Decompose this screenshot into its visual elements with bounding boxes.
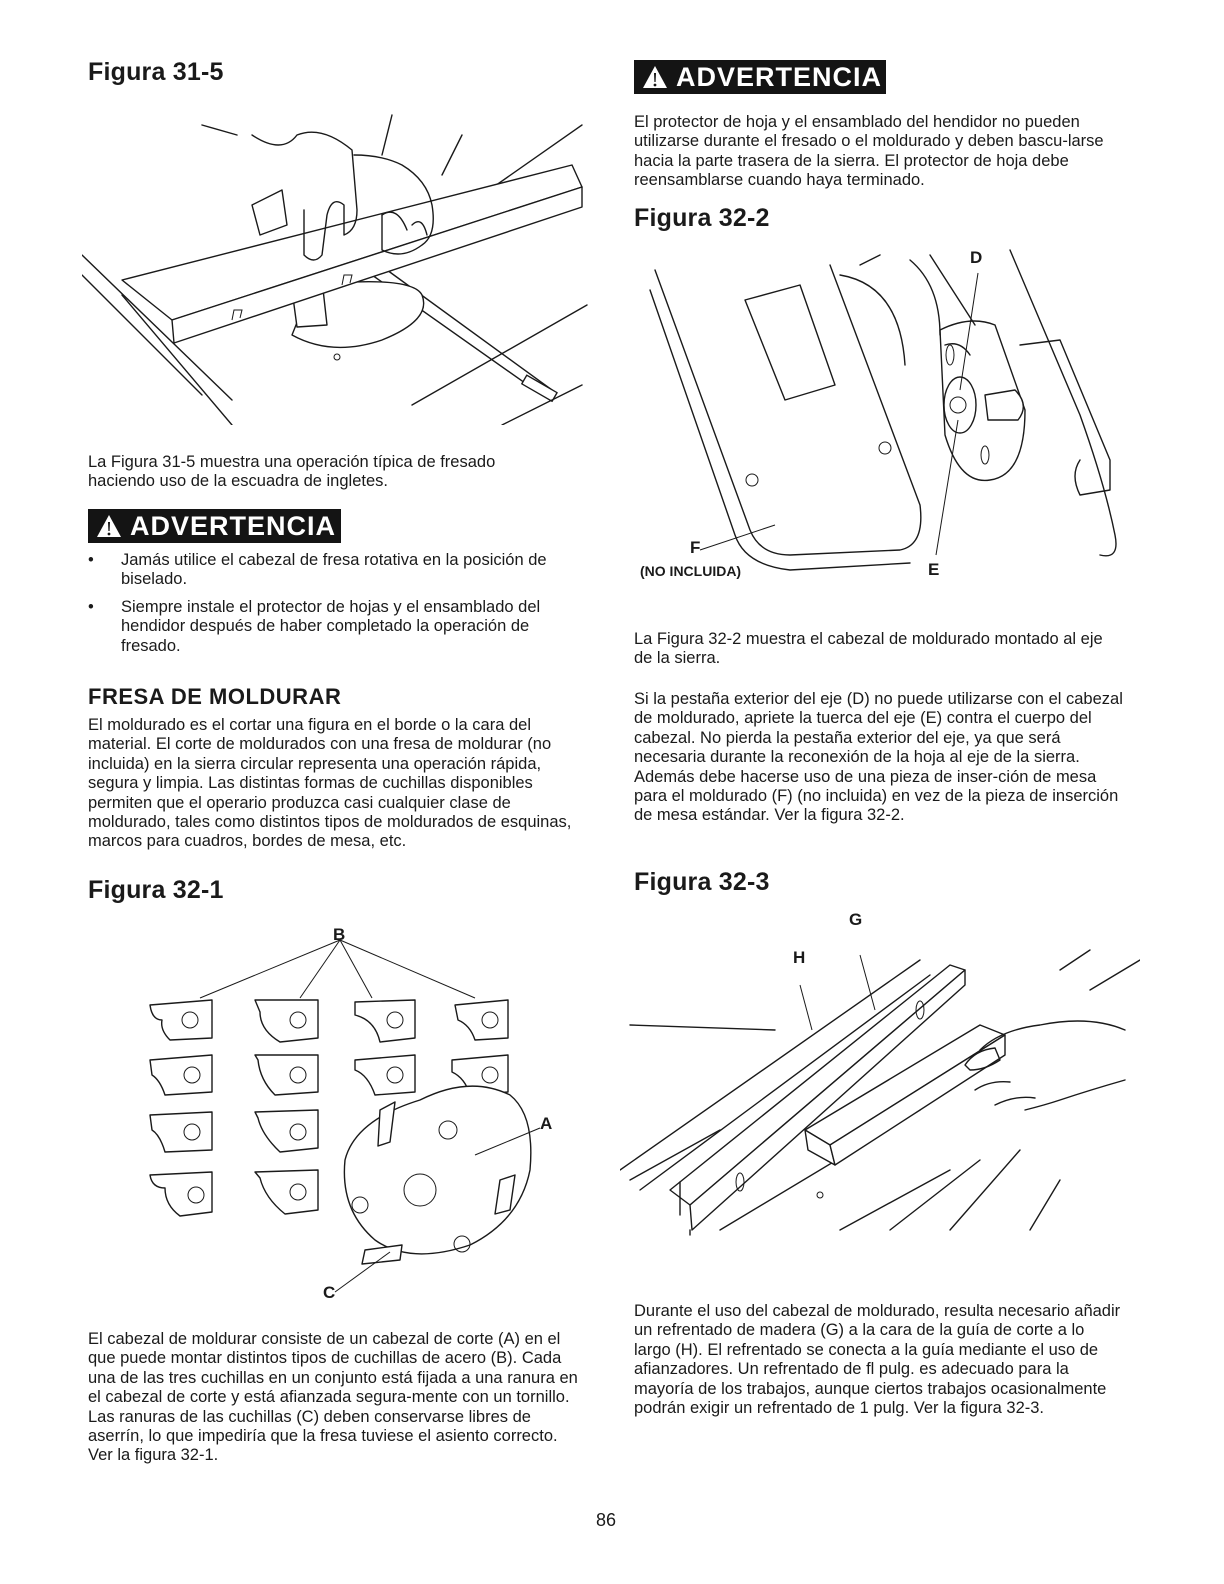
caption-32-3: Durante el uso del cabezal de moldurado, resulta necesario añadir un refrentado de madera (G) a la cara de la guía de corte a lo largo (H). El refrentado se conecta a la guía mediante el uso de afianzadores. Un refrentado de fl pulg. es adecuado para la mayoría de los trabajos, aunque ciertos trabajos ocasionalmente podrán exigir un refrentado de 1 pulg. Ver la figura 32-3.	[634, 1302, 1121, 1418]
warning-bullets-left	[88, 551, 583, 664]
list-item	[88, 551, 583, 590]
warning-triangle-icon	[642, 65, 668, 89]
label-a: A	[540, 1114, 553, 1133]
warning-banner-left	[88, 509, 341, 543]
label-c: C	[323, 1283, 336, 1302]
label-f: F	[690, 538, 701, 557]
label-h: H	[793, 948, 806, 967]
warning-triangle-icon	[96, 514, 122, 538]
label-b: B	[333, 925, 346, 944]
warning-banner-right	[634, 60, 886, 94]
knife-profile	[455, 1000, 508, 1040]
knife-profile	[150, 1112, 212, 1152]
caption-31-5: La Figura 31-5 muestra una operación típica de fresado haciendo uso de la escuadra de ingletes.	[88, 453, 496, 491]
bullet-glyph: •	[88, 551, 94, 569]
caption-32-2a: La Figura 32-2 muestra el cabezal de moldurado montado al eje de la sierra.	[634, 630, 1103, 668]
figure-32-1-title: Figura 32-1	[88, 876, 224, 904]
label-d: D	[970, 248, 983, 267]
knife-profile	[255, 1000, 318, 1042]
warning-text-right: El protector de hoja y el ensamblado del hendidor no pueden utilizarse durante el fresado o el moldurado y deben bascu-larse hacia la parte trasera de la sierra. El protector de hoja debe reensamblarse cuando haya terminado.	[634, 113, 1104, 190]
figure-32-3-title: Figura 32-3	[634, 868, 770, 896]
label-e: E	[928, 560, 940, 579]
warning-label-right: ADVERTENCIA	[676, 61, 883, 92]
knife-profile	[150, 1055, 212, 1095]
caption-32-1: El cabezal de moldurar consiste de un cabezal de corte (A) en el que puede montar distintos tipos de cuchillas de acero (B). Cada una de las tres cuchillas en un conjunto está fijada a una ranura en el cabezal de corte y está afianzada segura-mente con un tornillo. Las ranuras de las cuchillas (C) deben conservarse libres de aserrín, lo que impediría que la fresa tuviese el asiento correcto. Ver la figura 32-1.	[88, 1330, 578, 1465]
cutter-head	[344, 1086, 530, 1264]
knife-profile	[355, 1055, 415, 1095]
section-heading: FRESA DE MOLDURAR	[88, 684, 342, 709]
figure-32-3-illustration	[620, 930, 1140, 1250]
bullet-glyph: •	[88, 597, 94, 616]
warning-bullet-2: Siempre instale el protector de hojas y el ensamblado del hendidor después de haber completado la operación de fresado.	[121, 597, 541, 655]
label-g: G	[849, 910, 863, 929]
knife-profile	[255, 1055, 318, 1095]
knife-profile	[255, 1170, 318, 1214]
figure-32-2-title: Figura 32-2	[634, 204, 770, 232]
figure-31-5-title: Figura 31-5	[88, 58, 224, 86]
list-item	[88, 598, 583, 656]
label-not-included: (NO INCLUIDA)	[640, 563, 742, 579]
knife-profile	[355, 1000, 415, 1042]
page-number: 86	[596, 1510, 617, 1530]
knife-profile	[150, 1172, 212, 1216]
warning-bullet-1: Jamás utilice el cabezal de fresa rotativa en la posición de biselado.	[121, 551, 547, 589]
knife-profile	[255, 1110, 318, 1152]
section-body: El moldurado es el cortar una figura en el borde o la cara del material. El corte de moldurados con una fresa de moldurar (no incluida) en la sierra circular representa una operación rápida, segura y limpia. Las distintas formas de cuchillas disponibles permiten que el operario produzca casi cualquier clase de moldurado, tales como distintos tipos de moldurados de esquinas, marcos para cuadros, bordes de mesa, etc.	[88, 716, 572, 851]
figure-31-5-illustration	[82, 95, 592, 425]
figure-32-2-illustration	[640, 245, 1140, 575]
caption-32-2b: Si la pestaña exterior del eje (D) no puede utilizarse con el cabezal de moldurado, apriete la tuerca del eje (E) contra el cuerpo del cabezal. No pierda la pestaña exterior del eje, ya que será necesaria durante la reconexión de la hoja al eje de la sierra. Además debe hacerse uso de una pieza de inser-ción de mesa para el moldurado (F) (no incluida) en vez de la pieza de inserción de mesa estándar. Ver la figura 32-2.	[634, 690, 1123, 825]
figure-32-1-illustration	[140, 920, 580, 1310]
knife-profile	[150, 1000, 212, 1040]
warning-label-left: ADVERTENCIA	[130, 510, 337, 541]
